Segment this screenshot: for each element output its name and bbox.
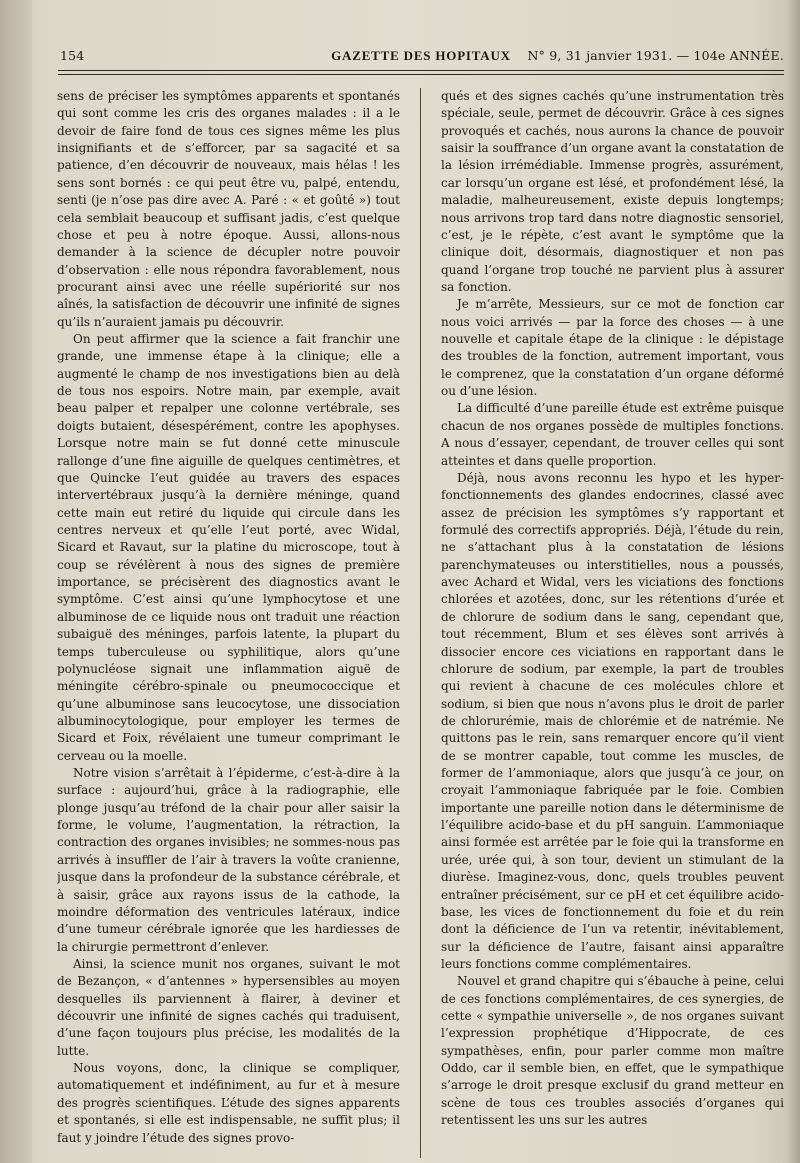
column-divider — [420, 88, 421, 1158]
page-number: 154 — [60, 48, 85, 63]
paragraph: Nouvel et grand chapitre qui s’ébauche à peine, celui de ces fonctions complémentaires, de ces synergies, de cette « sympathie universelle », de nos organes suivant l’expression prophétique d’Hippocrate, de ces sympathèses, enfin, pour parler comme mon maître Oddo, car il semble bien, en effet, que le sympathique s’arroge le droit presque exclusif du grand metteur en scène de tous ces troubles associés d’organes qui retentissent les uns sur les autres — [441, 974, 784, 1128]
paragraph: Je m’arrête, Messieurs, sur ce mot de fonction car nous voici arrivés — par la force des choses — à une nouvelle et capitale étape de la clinique : le dépistage des troubles de la fonction, autrement important, vous le comprenez, que la constatation d’un organe déformé ou d’une lésion. — [441, 297, 784, 399]
header-rule-thick — [58, 70, 784, 71]
paragraph: On peut affirmer que la science a fait franchir une grande, une immense étape à la clinique; elle a augmenté le champ de nos investigations bien au delà de tous nos espoirs. Notre main, par exemple, avait beau palper et repalper une colonne vertébrale, ses doigts butaient, désespérément, contre les apophyses. Lorsque notre main se fut donné cette minuscule rallonge d’une fine aiguille de quelques centimètres, et que Quincke l’eut guidée au travers des espaces intervertébraux jusqu’à la dernière méninge, quand cette main eut retiré du liquide qui circule dans les centres nerveux et qu’elle l’eut porté, avec Widal, Sicard et Ravaut, sur la platine du microscope, tout à coup se révélèrent à nous des signes de première importance, se précisèrent des diagnostics avant le symptôme. C’est ainsi qu’une lymphocytose et une albuminose de ce liquide nous ont traduit une réaction subaiguë des méninges, parfois latente, la plupart du temps tuberculeuse ou syphilitique, alors qu’une polynucléose signait une inflammation aiguë de méningite cérébro-spinale ou pneumococcique et qu’une albuminose sans leucocytose, une dissociation albuminocytologique, pour employer les termes de Sicard et Foix, révélaient une tumeur comprimant le cerveau ou la moelle. — [57, 332, 400, 763]
issue-info: N° 9, 31 janvier 1931. — 104e ANNÉE. — [527, 48, 784, 63]
paragraph: Notre vision s’arrêtait à l’épiderme, c’est-à-dire à la surface : aujourd’hui, grâce à la radiographie, elle plonge jusqu’au tréfond de la chair pour aller saisir la forme, le volume, l’augmentation, la rétraction, la contraction des organes invisibles; ne sommes-nous pas arrivés à insuffler de l’air à travers la voûte cranienne, jusque dans la profondeur de la substance cérébrale, et à saisir, grâce aux rayons issus de la cathode, la moindre déformation des ventricules latéraux, indice d’une tumeur cérébrale ignorée que les hardiesses de la chirurgie permettront d’enlever. — [57, 766, 400, 954]
paragraph: sens de préciser les symptômes apparents et spontanés qui sont comme les cris des organes malades : il a le devoir de faire fond de tous ces signes même les plus insignifiants et de s’efforcer, par sa sagacité et sa patience, d’en découvrir de nouveaux, mais hélas ! les sens sont bornés : ce qui peut être vu, palpé, entendu, senti (je n’ose pas dire avec A. Paré : « et goûté ») tout cela semblait beaucoup et suffisant jadis, c’est quelque chose et peu à notre époque. Aussi, allons-nous demander à la science de décupler notre pouvoir d’observation : elle nous répondra favorablement, nous procurant ainsi avec une réelle supériorité sur nos aînés, la satisfaction de découvrir une infinité de signes qu’ils n’auraient jamais pu découvrir. — [57, 89, 400, 329]
page-edge-left — [0, 0, 32, 1163]
paragraph: Nous voyons, donc, la clinique se compliquer, automatiquement et indéfiniment, au fur et à mesure des progrès scientifiques. L’étude des signes apparents et spontanés, si elle est indispensable, ne suffit plus; il faut y joindre l’étude des signes provo- — [57, 1061, 400, 1145]
page-header — [58, 44, 784, 66]
paragraph: La difficulté d’une pareille étude est extrême puisque chacun de nos organes possède de multiples fonctions. A nous d’essayer, cependant, de trouver celles qui sont atteintes et dans quelle proportion. — [441, 401, 784, 468]
text-column-right — [441, 88, 784, 1163]
paragraph: Déjà, nous avons reconnu les hypo et les hyper-fonctionnements des glandes endocrines, classé avec assez de précision les symptômes s’y rapportant et formulé des correctifs appropriés. Déjà, l’étude du rein, ne s’attachant plus à la constatation de lésions parenchymateuses ou interstitielles, nous a poussés, avec Achard et Widal, vers les viciations des fonctions chlorées et azotées, donc, sur les rétentions d’urée et de chlorure de sodium dans le sang, cependant que, tout récemment, Blum et ses élèves sont arrivés à dissocier encore ces viciations en rapportant dans le chlorure de sodium, par exemple, la part de troubles qui revient à chacune de ces molécules chlore et sodium, si bien que nous n’avons plus le droit de parler de chlorurémie, mais de chlorémie et de natrémie. Ne quittons pas le rein, sans remarquer encore qu’il vient de se montrer capable, tout comme les muscles, de former de l’ammoniaque, alors que jusqu’à ce jour, on croyait l’ammoniaque fabriquée par le foie. Combien importante une pareille notion dans le déterminisme de l’équilibre acido-base et du pH sanguin. L’ammoniaque ainsi formée est arrêtée par le foie qui la transforme en urée, urée qui, à son tour, devient un stimulant de la diurèse. Imaginez-vous, donc, quels troubles peuvent entraîner précisément, sur ce pH et cet équilibre acido-base, les vices de fonctionnement du foie et du rein dont la déficience de l’un va retentir, inévitablement, sur la déficience de l’autre, faisant ainsi apparaître leurs fonctions comme complémentaires. — [441, 470, 784, 971]
paragraph: qués et des signes cachés qu’une instrumentation très spéciale, seule, permet de découvrir. Grâce à ces signes provoqués et cachés, nous aurons la chance de pouvoir saisir la souffrance d’un organe avant la constatation de la lésion irrémédiable. Immense progrès, assurément, car lorsqu’un organe est lésé, et profondément lésé, la maladie, malheureusement, existe depuis longtemps; nous arrivons trop tard dans notre diagnostic sensoriel, c’est, je le répète, c’est avant le symptôme que la clinique doit, désormais, diagnostiquer et non pas quand l’organe trop touché ne parvient plus à assurer sa fonction. — [441, 89, 784, 294]
journal-title: GAZETTE DES HOPITAUX — [331, 48, 511, 63]
paragraph: Ainsi, la science munit nos organes, suivant le mot de Bezançon, « d’antennes » hypersensibles au moyen desquelles ils parviennent à flairer, à deviner et découvrir une infinité de signes cachés qui traduisent, d’une façon toujours plus précise, les modalités de la lutte. — [57, 956, 400, 1058]
page-edge-right — [786, 0, 800, 1163]
text-column-left — [57, 88, 400, 1163]
header-rule-thin — [58, 74, 784, 75]
